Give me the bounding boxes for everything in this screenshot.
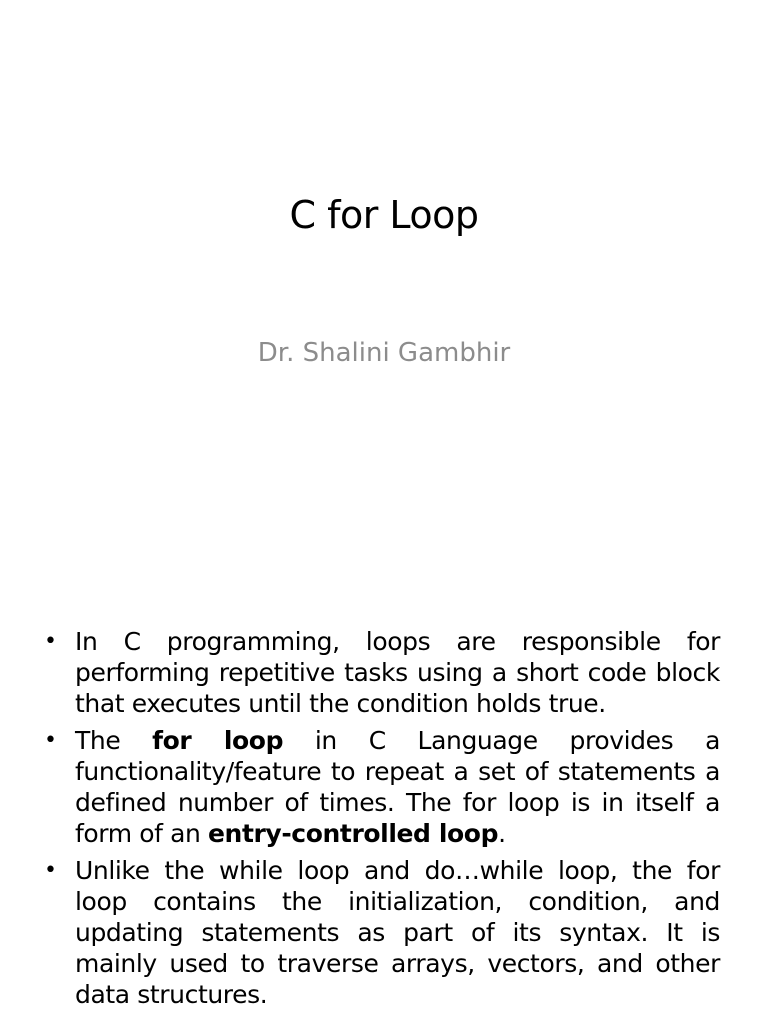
- bullet-text-part: .: [498, 819, 506, 848]
- bullet-text-part: The: [75, 726, 153, 755]
- bullet-text: Unlike the while loop and do…while loop, the for loop contains the initialization, condition, and updating statements as part of its syntax. It is mainly used to traverse arrays, vectors, and other data structures.: [75, 856, 720, 1009]
- bullet-bold-term: for loop: [152, 726, 284, 755]
- bullet-item: [44, 626, 720, 719]
- bullet-icon: •: [44, 858, 57, 883]
- bullet-icon: •: [44, 629, 57, 654]
- slide-title: C for Loop: [289, 193, 479, 237]
- slide-subtitle: Dr. Shalini Gambhir: [257, 338, 511, 368]
- bullet-text: In C programming, loops are responsible for performing repetitive tasks using a short code block that executes until the condition holds true.: [75, 627, 720, 718]
- bullet-list: [44, 626, 720, 1016]
- bullet-icon: •: [44, 728, 57, 753]
- bullet-item: [44, 855, 720, 1010]
- bullet-item: [44, 725, 720, 849]
- bullet-text-part: in C Language provides a functionality/feature to repeat a set of statements a defined number of times. The for loop is in itself a form of an: [75, 726, 720, 848]
- bullet-bold-term: entry-controlled loop: [208, 819, 499, 848]
